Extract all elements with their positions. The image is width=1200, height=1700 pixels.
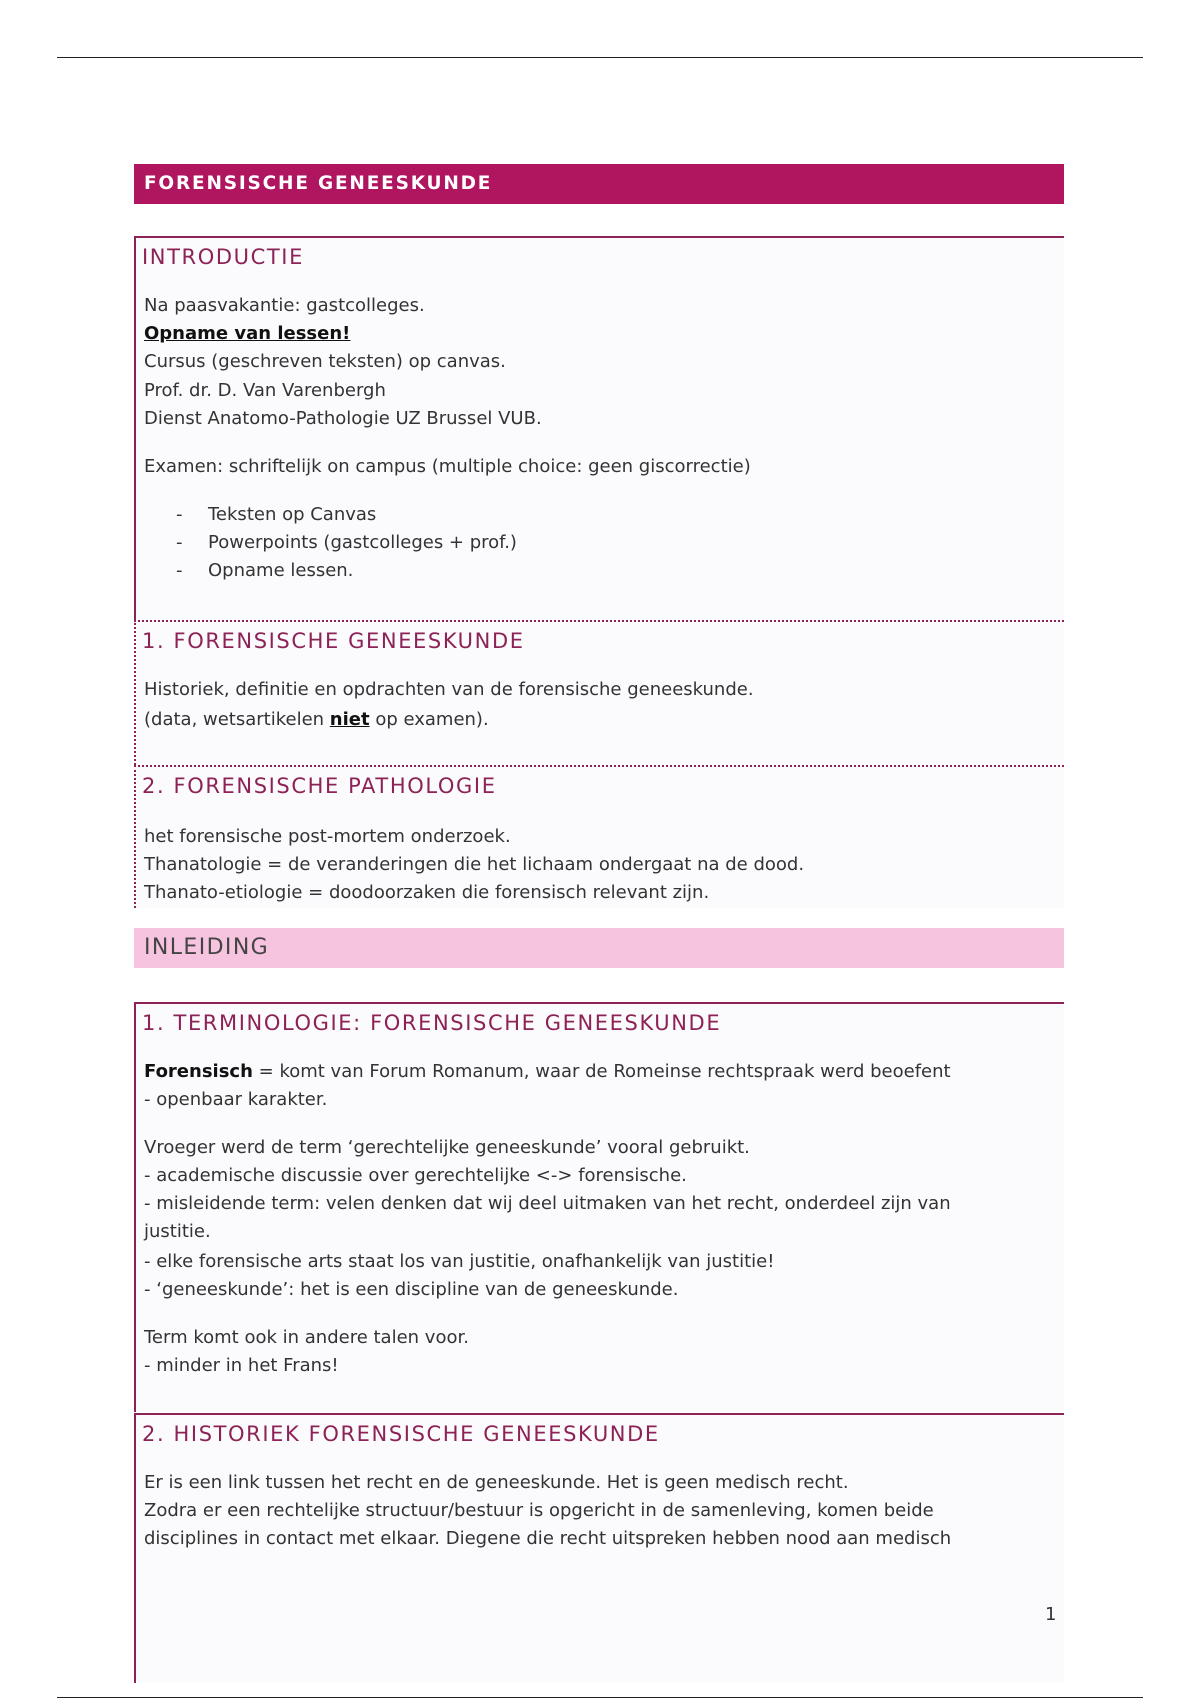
section-terminologie	[134, 1002, 1064, 1412]
section-line: Thanato-etiologie = doodoorzaken die forensisch relevant zijn.	[144, 882, 710, 903]
section-line: Zodra er een rechtelijke structuur/bestuur is opgericht in de samenleving, komen beide	[144, 1500, 934, 1521]
section-line: disciplines in contact met elkaar. Diegene die recht uitspreken hebben nood aan medisch	[144, 1528, 952, 1549]
top-rule	[57, 57, 1143, 58]
section-line: Er is een link tussen het recht en de geneeskunde. Het is geen medisch recht.	[144, 1472, 849, 1493]
section-line: Vroeger werd de term ‘gerechtelijke geneeskunde’ vooral gebruikt.	[144, 1137, 750, 1158]
page-number: 1	[1045, 1604, 1057, 1625]
section-line: - academische discussie over gerechtelijke <-> forensische.	[144, 1165, 687, 1186]
section-line: Thanatologie = de veranderingen die het lichaam ondergaat na de dood.	[144, 854, 805, 875]
intro-emphasis-line: Opname van lessen!	[144, 323, 351, 344]
section-title: INTRODUCTIE	[142, 245, 304, 269]
section-historiek	[134, 1413, 1064, 1683]
section-line: - openbaar karakter.	[144, 1089, 328, 1110]
intro-line: Prof. dr. D. Van Varenbergh	[144, 380, 386, 401]
bullet-marker: -	[176, 560, 183, 581]
section-line: het forensische post-mortem onderzoek.	[144, 826, 511, 847]
definition-line	[144, 1058, 951, 1087]
bullet-marker: -	[176, 532, 183, 553]
section-line	[144, 706, 489, 735]
chapter-banner: FORENSISCHE GENEESKUNDE	[134, 164, 1064, 204]
section-title: 2. HISTORIEK FORENSISCHE GENEESKUNDE	[142, 1422, 660, 1446]
section-line: - ‘geneeskunde’: het is een discipline van de geneeskunde.	[144, 1279, 679, 1300]
emphasis-word: niet	[329, 709, 370, 730]
section-introductie	[134, 236, 1064, 620]
definition-text: = komt van Forum Romanum, waar de Romeinse rechtspraak werd beoefent	[252, 1061, 951, 1082]
section-title: 1. TERMINOLOGIE: FORENSISCHE GENEESKUNDE	[142, 1011, 722, 1035]
text-fragment: (data, wetsartikelen	[144, 709, 330, 730]
section-line: - misleidende term: velen denken dat wij deel uitmaken van het recht, onderdeel zijn van	[144, 1193, 951, 1214]
bottom-rule	[57, 1697, 1143, 1698]
section-line: - elke forensische arts staat los van justitie, onafhankelijk van justitie!	[144, 1251, 775, 1272]
section-line: Term komt ook in andere talen voor.	[144, 1327, 469, 1348]
section-title: 2. FORENSISCHE PATHOLOGIE	[142, 774, 497, 798]
bullet-marker: -	[176, 504, 183, 525]
text-fragment: op examen).	[369, 709, 489, 730]
section-line: justitie.	[144, 1221, 211, 1242]
section-forensische-geneeskunde	[134, 620, 1064, 765]
bullet-text: Opname lessen.	[208, 560, 354, 581]
section-line: - minder in het Frans!	[144, 1355, 339, 1376]
section-line: Historiek, definitie en opdrachten van de forensische geneeskunde.	[144, 679, 754, 700]
bullet-text: Powerpoints (gastcolleges + prof.)	[208, 532, 517, 553]
intro-line: Na paasvakantie: gastcolleges.	[144, 295, 425, 316]
section-title: 1. FORENSISCHE GENEESKUNDE	[142, 629, 525, 653]
intro-line: Dienst Anatomo-Pathologie UZ Brussel VUB.	[144, 408, 542, 429]
chapter-banner-inleiding: INLEIDING	[134, 928, 1064, 968]
bullet-text: Teksten op Canvas	[208, 504, 377, 525]
exam-line: Examen: schriftelijk on campus (multiple choice: geen giscorrectie)	[144, 456, 751, 477]
section-forensische-pathologie	[134, 765, 1064, 908]
defined-term: Forensisch	[144, 1061, 253, 1082]
intro-line: Cursus (geschreven teksten) op canvas.	[144, 351, 506, 372]
